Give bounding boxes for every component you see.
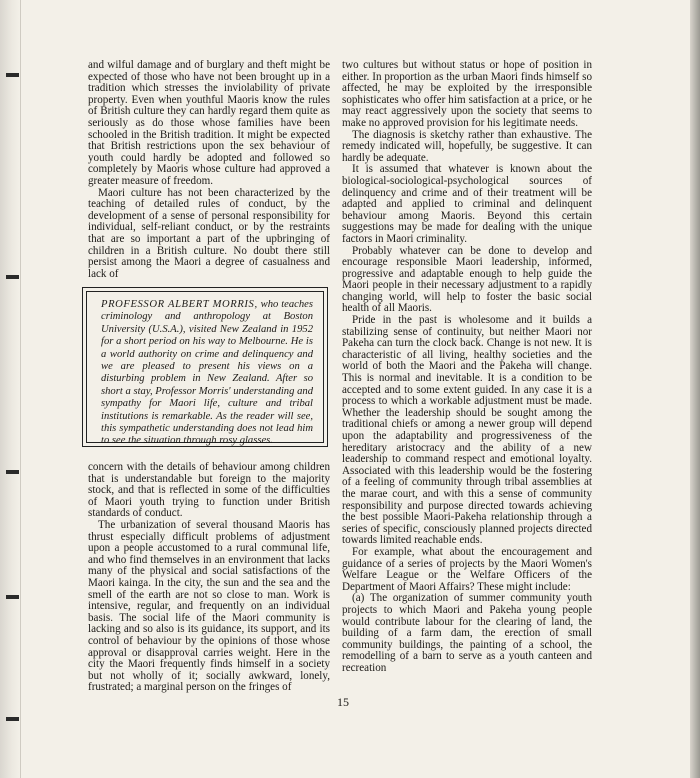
- paragraph: Pride in the past is wholesome and it builds a stabilizing sense of continuity, but neither Maori nor Pakeha can turn the clock back. Change is not new. It is characteristic of all living, healthy societies and the world of both the Maori and the Pakeha will change. This is normal and inevitable. It is a condition to be accepted and to some extent guided. In any case it is a process to which a workable adjustment must be made. Whether the leadership should be sought among the traditional chiefs or among a newer group will depend upon the adaptability and progressiveness of the hereditary aristocracy and the ability of a new leadership to command respect and emotional loyalty. Associated with this leadership would be the fostering of a feeling of community through tribal assemblies at the marae court, and with this a sense of community responsibility and purpose directed towards achieving the best possible Maori-Pakeha relationship through a series of specific, consciously planned projects directed towards limited reachable ends.: [342, 314, 592, 547]
- author-name: PROFESSOR ALBERT MORRIS,: [101, 299, 258, 310]
- paragraph: Probably whatever can be done to develop and encourage responsible Maori leadership, informed, progressive and adaptable enough to help guide the Maori people in their necessary adjustment to a rapidly changing world, will help to foster the basic social health of all Maoris.: [342, 244, 592, 315]
- page-binding-margin: [0, 0, 21, 778]
- author-bio: who teaches criminology and anthropology at Boston University (U.S.A.), visited New Zealand in 1952 for a short period on his way to Melbourne. He is a world authority on crime and delinquency and we are pleased to present his views on a disturbing problem in New Zealand. After so short a stay, Professor Morris' understanding and sympathy for Maori life, culture and tribal institutions is remarkable. As the reader will see, this sympathetic understanding does not lead him to see the situation through rosy glasses.: [101, 299, 313, 447]
- author-sidebar-box: [82, 287, 328, 447]
- binding-mark: [6, 595, 19, 599]
- binding-mark: [6, 470, 19, 474]
- page-number: 15: [337, 695, 349, 709]
- paragraph: It is assumed that whatever is known about the biological-sociological-psychological sources of delinquency and crime and of their treatment will be adapted and applied to criminal and delinquent behaviour among Maoris. Beyond this certain suggestions may be made for dealing with the unique factors in Maori criminality.: [342, 163, 592, 245]
- left-column-bottom: [88, 462, 330, 694]
- paragraph: concern with the details of behaviour among children that is understandable but foreign to the majority stock, and that is reflected in some of the difficulties of Maori youth trying to function under British standards of conduct.: [88, 461, 330, 520]
- paragraph: Maori culture has not been characterized by the teaching of detailed rules of conduct, by the development of a sense of personal responsibility for individual, self-reliant conduct, or by the restraints that are so important a part of the upbringing of children in a British culture. No doubt there still persist among the Maori a degree of casualness and lack of: [88, 186, 330, 280]
- paragraph: (a) The organization of summer community youth projects to which Maori and Pakeha young people would contribute labour for the clearing of land, the building of a farm dam, the erection of small community buildings, the painting of a school, the remodelling of a barn to serve as a youth canteen and recreation: [342, 592, 592, 674]
- paragraph: two cultures but without status or hope of position in either. In proportion as the urban Maori finds himself so affected, he may be exploited by the irresponsible sophisticates who offer him satisfaction at a price, or he may react aggressively upon the society that seems to make no approved provision for his legitimate needs.: [342, 59, 592, 129]
- binding-mark: [6, 73, 19, 77]
- paragraph: For example, what about the encouragement and guidance of a series of projects by the Maori Women's Welfare League or the Welfare Officers of the Department of Maori Affairs? These might include:: [342, 545, 592, 593]
- page-edge-shadow: [690, 0, 700, 778]
- binding-mark: [6, 717, 19, 721]
- author-sidebar-frame: [86, 291, 324, 447]
- right-column: [342, 60, 592, 674]
- binding-mark: [6, 275, 19, 279]
- paragraph: The urbanization of several thousand Maoris has thrust especially difficult problems of adjustment upon a people accustomed to a rural communal life, and who find themselves in an environment that lacks many of the physical and social satisfactions of the Maori kainga. In the city, the sun and the sea and the smell of the earth are not so close to man. Work is intensive, regular, and frequently on an individual basis. The social life of the Maori community is lacking and so also is its guidance, its support, and its control of behaviour by the opinions of those whose approval or disapproval carries weight. Here in the city the Maori frequently finds himself in a society but not wholly of it; socially awkward, lonely, frustrated; a marginal person on the fringes of: [88, 518, 330, 694]
- paragraph: The diagnosis is sketchy rather than exhaustive. The remedy indicated will, hopefully, be suggestive. It can hardly be adequate.: [342, 128, 592, 164]
- paragraph: and wilful damage and of burglary and theft might be expected of those who have not been brought up in a tradition which stresses the inviolability of private property. Even when youthful Maoris know the rules of British culture they can hardly regard them quite as seriously as do those whose families have been schooled in the British tradition. It might be expected that British restrictions upon the sex behaviour of youth could hardly be adopted and followed so completely by Maoris whose culture had approved a greater measure of freedom.: [88, 59, 330, 187]
- left-column-top: [88, 60, 330, 280]
